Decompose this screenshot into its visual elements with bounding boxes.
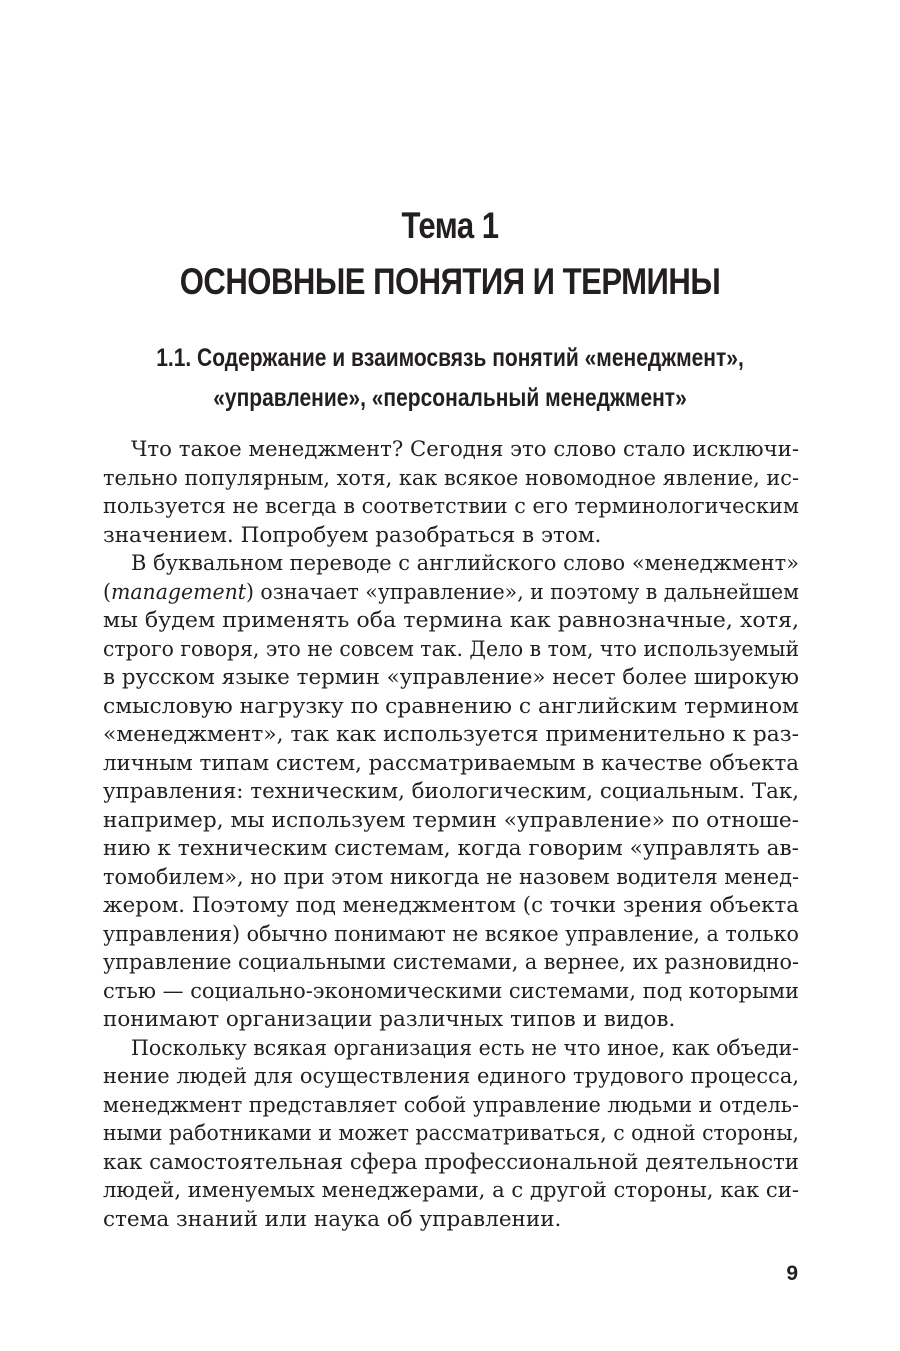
text-line-content: ными работниками и может рассматриваться, с одной стороны,: [103, 1121, 799, 1146]
chapter-number: Тема 1: [401, 205, 499, 246]
body-text: [103, 436, 799, 1234]
text-line: [103, 892, 799, 921]
text-line-content: управления: техническим, биологическим, социальным. Так,: [103, 779, 799, 804]
text-line: [103, 864, 799, 893]
text-line-content: значением. Попробуем разобраться в этом.: [103, 522, 602, 548]
text-line: [103, 550, 799, 579]
text-line-content: как самостоятельная сфера профессиональной деятельности: [103, 1149, 800, 1175]
text-line-content: менеджмент представляет собой управление людьми и отдель-: [103, 1092, 799, 1118]
text-line-content: управления) обычно понимают не всякое управление, а только: [103, 921, 799, 947]
text-line-content: пользуется не всегда в соответствии с его терминологическим: [103, 494, 800, 519]
text-line: [103, 778, 799, 807]
text-line-content: в русском языке термин «управление» несет более широкую: [103, 665, 800, 690]
text-line: [103, 949, 799, 978]
paragraph: [103, 436, 799, 550]
text-line: [103, 664, 799, 693]
text-line-content: понимают организации различных типов и видов.: [103, 1007, 676, 1032]
text-line: [103, 750, 799, 779]
chapter-title: ОСНОВНЫЕ ПОНЯТИЯ И ТЕРМИНЫ: [179, 261, 721, 302]
text-line-content: В буквальном переводе с английского слово «менеджмент»: [131, 551, 799, 576]
text-line: [103, 436, 799, 465]
text-line: [103, 1149, 799, 1178]
page-number: 9: [786, 1262, 798, 1285]
text-line-content: строго говоря, это не совсем так. Дело в том, что используемый: [103, 636, 800, 662]
text-line: [103, 1035, 799, 1064]
text-line: [103, 1120, 799, 1149]
text-line-content: личным типам систем, рассматриваемым в качестве объекта: [103, 750, 799, 776]
text-line: [103, 493, 799, 522]
text-line: [103, 1177, 799, 1206]
text-line-content: жером. Поэтому под менеджментом (с точки зрения объекта: [103, 893, 800, 918]
text-line-content: Что такое менеджмент? Сегодня это слово стало исключи-: [131, 437, 800, 462]
text-line: [103, 1092, 799, 1121]
text-line-content: нение людей для осуществления единого трудового процесса,: [103, 1064, 799, 1089]
text-line: [103, 1006, 799, 1035]
text-line: [103, 607, 799, 636]
text-line-content: Поскольку всякая организация есть не что иное, как объеди-: [131, 1035, 800, 1061]
paragraph: [103, 550, 799, 1035]
chapter-heading: [0, 198, 900, 310]
text-line-content: смысловую нагрузку по сравнению с английским термином: [103, 693, 800, 719]
text-line-content: мы будем применять оба термина как равнозначные, хотя,: [103, 608, 799, 633]
text-line: [103, 522, 799, 551]
text-line-content: нию к техническим системам, когда говорим «управлять ав-: [103, 836, 799, 861]
text-line-content: людей, именуемых менеджерами, а с другой стороны, как си-: [103, 1178, 799, 1203]
text-line-content: «менеджмент», так как используется применительно к раз-: [103, 722, 799, 747]
text-line: [103, 835, 799, 864]
text-line-content: стема знаний или наука об управлении.: [103, 1206, 562, 1232]
text-line: [103, 1063, 799, 1092]
section-title-line-2: «управление», «персональный менеджмент»: [213, 384, 687, 412]
section-heading: [0, 338, 900, 418]
text-line: [103, 1206, 799, 1235]
text-line: [103, 636, 799, 665]
text-line: [103, 721, 799, 750]
text-line-content: стью — социально-экономическими системами, под которыми: [103, 978, 799, 1004]
text-line-content: тельно популярным, хотя, как всякое новомодное явление, ис-: [103, 465, 800, 491]
text-line-content: (management) означает «управление», и поэтому в дальнейшем: [103, 579, 799, 605]
text-line: [103, 978, 799, 1007]
text-line-content: например, мы используем термин «управление» по отноше-: [103, 807, 800, 833]
text-line: [103, 693, 799, 722]
text-line: [103, 807, 799, 836]
section-title-line-1: 1.1. Содержание и взаимосвязь понятий «менеджмент»,: [156, 344, 744, 372]
text-line-content: управление социальными системами, а вернее, их разновидно-: [103, 950, 800, 975]
text-line: [103, 465, 799, 494]
text-line: [103, 579, 799, 608]
paragraph: [103, 1035, 799, 1235]
text-line-content: томобилем», но при этом никогда не назовем водителя менед-: [103, 864, 800, 890]
text-line: [103, 921, 799, 950]
